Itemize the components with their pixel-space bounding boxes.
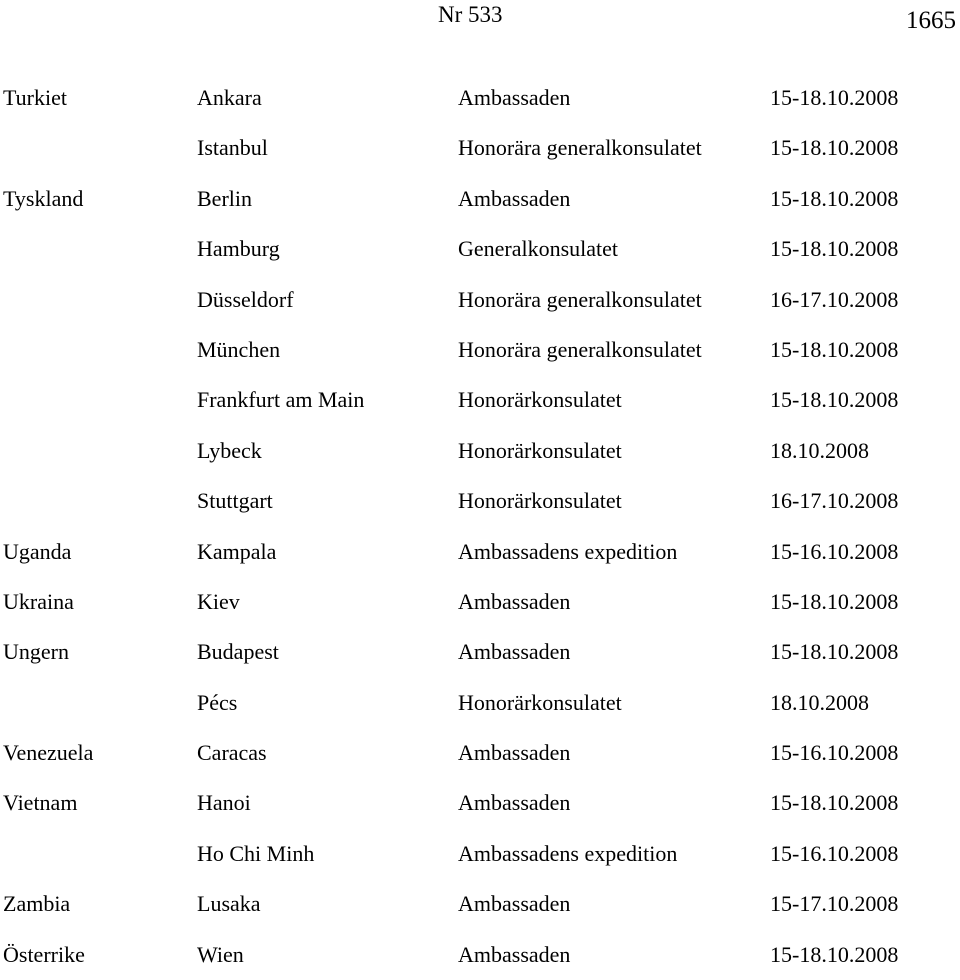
office-cell: Honorära generalkonsulatet [458, 336, 702, 362]
date-cell: 16-17.10.2008 [770, 286, 899, 312]
table-row [0, 174, 960, 224]
office-cell: Honorära generalkonsulatet [458, 135, 702, 161]
city-cell: Kampala [197, 538, 277, 564]
country-cell: Tyskland [3, 185, 84, 211]
table-row [0, 375, 960, 425]
office-cell: Ambassadens expedition [458, 538, 678, 564]
country-cell: Vietnam [3, 790, 78, 816]
city-cell: Frankfurt am Main [197, 387, 365, 413]
country-cell: Ungern [3, 639, 69, 665]
city-cell: Lybeck [197, 437, 262, 463]
table-row [0, 829, 960, 879]
city-cell: Hanoi [197, 790, 251, 816]
date-cell: 15-18.10.2008 [770, 588, 899, 614]
city-cell: Pécs [197, 689, 238, 715]
office-cell: Ambassaden [458, 588, 571, 614]
date-cell: 15-18.10.2008 [770, 639, 899, 665]
date-cell: 15-16.10.2008 [770, 538, 899, 564]
date-cell: 15-18.10.2008 [770, 135, 899, 161]
date-cell: 18.10.2008 [770, 689, 869, 715]
country-cell: Venezuela [3, 740, 94, 766]
date-cell: 18.10.2008 [770, 437, 869, 463]
table-row [0, 678, 960, 728]
office-cell: Ambassaden [458, 639, 571, 665]
city-cell: Ho Chi Minh [197, 840, 315, 866]
date-cell: 15-16.10.2008 [770, 840, 899, 866]
table-row [0, 577, 960, 627]
office-cell: Ambassaden [458, 740, 571, 766]
table-row [0, 224, 960, 274]
country-cell: Österrike [3, 941, 85, 967]
office-cell: Ambassaden [458, 185, 571, 211]
table-row [0, 778, 960, 828]
city-cell: Budapest [197, 639, 279, 665]
table-row [0, 73, 960, 123]
city-cell: Berlin [197, 185, 252, 211]
city-cell: Hamburg [197, 236, 280, 262]
date-cell: 15-18.10.2008 [770, 185, 899, 211]
city-cell: Caracas [197, 740, 267, 766]
date-cell: 15-16.10.2008 [770, 740, 899, 766]
city-cell: Wien [197, 941, 244, 967]
city-cell: Lusaka [197, 891, 261, 917]
date-cell: 15-18.10.2008 [770, 941, 899, 967]
office-cell: Ambassaden [458, 790, 571, 816]
date-cell: 15-17.10.2008 [770, 891, 899, 917]
country-cell: Ukraina [3, 588, 74, 614]
table-row [0, 527, 960, 577]
table-row [0, 476, 960, 526]
office-cell: Generalkonsulatet [458, 236, 619, 262]
table-row [0, 627, 960, 677]
city-cell: Ankara [197, 85, 262, 110]
date-cell: 16-17.10.2008 [770, 488, 899, 514]
city-cell: München [197, 336, 281, 362]
city-cell: Kiev [197, 588, 240, 614]
city-cell: Stuttgart [197, 488, 273, 514]
country-cell: Uganda [3, 538, 72, 564]
page-header [0, 0, 960, 60]
table-row [0, 728, 960, 778]
city-cell: Istanbul [197, 135, 268, 161]
embassy-table [0, 73, 960, 980]
date-cell: 15-18.10.2008 [770, 236, 899, 262]
table-row [0, 426, 960, 476]
table-row [0, 879, 960, 929]
office-cell: Ambassaden [458, 891, 571, 917]
office-cell: Ambassaden [458, 85, 571, 110]
table-row [0, 275, 960, 325]
date-cell: 15-18.10.2008 [770, 336, 899, 362]
office-cell: Honorärkonsulatet [458, 488, 622, 514]
date-cell: 15-18.10.2008 [770, 387, 899, 413]
document-number: Nr 533 [438, 2, 503, 27]
table-row [0, 123, 960, 173]
page-number: 1665 [906, 7, 956, 34]
table-row [0, 930, 960, 980]
office-cell: Ambassaden [458, 941, 571, 967]
city-cell: Düsseldorf [197, 286, 294, 312]
table-row [0, 325, 960, 375]
office-cell: Honorärkonsulatet [458, 387, 622, 413]
country-cell: Zambia [3, 891, 71, 917]
office-cell: Honorärkonsulatet [458, 689, 622, 715]
country-cell: Turkiet [3, 85, 67, 110]
date-cell: 15-18.10.2008 [770, 85, 899, 110]
office-cell: Ambassadens expedition [458, 840, 678, 866]
office-cell: Honorära generalkonsulatet [458, 286, 702, 312]
date-cell: 15-18.10.2008 [770, 790, 899, 816]
office-cell: Honorärkonsulatet [458, 437, 622, 463]
